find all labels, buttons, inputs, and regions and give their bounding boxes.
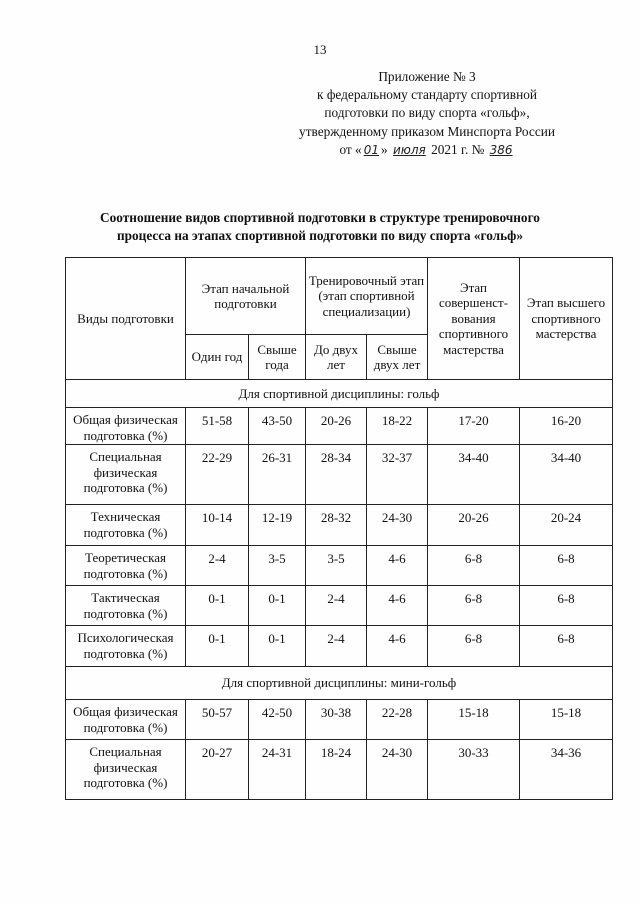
value-cell: 6-8 <box>428 586 520 626</box>
value-cell: 6-8 <box>520 626 613 667</box>
value-cell: 4-6 <box>367 546 428 586</box>
row-label: Специальная физическая подготовка (%) <box>66 740 186 800</box>
value-cell: 22-29 <box>186 445 249 505</box>
appendix-title: Приложение № 3 <box>378 69 476 84</box>
value-cell: 6-8 <box>520 546 613 586</box>
value-cell: 18-24 <box>306 740 367 800</box>
handwritten-number: 386 <box>489 142 513 157</box>
value-cell: 30-38 <box>306 700 367 740</box>
table-body <box>66 380 613 800</box>
value-cell: 0-1 <box>249 586 306 626</box>
value-cell: 0-1 <box>249 626 306 667</box>
value-cell: 51-58 <box>186 408 249 445</box>
date-prefix: от « <box>339 141 362 157</box>
header-up-to-two-years: До двух лет <box>306 335 367 380</box>
header-over-year: Свыше года <box>249 335 306 380</box>
value-cell: 28-32 <box>306 505 367 546</box>
table-row <box>66 546 613 586</box>
section-title: Для спортивной дисциплины: мини-гольф <box>66 667 613 700</box>
section-row <box>66 380 613 408</box>
value-cell: 18-22 <box>367 408 428 445</box>
value-cell: 20-27 <box>186 740 249 800</box>
value-cell: 22-28 <box>367 700 428 740</box>
table-row <box>66 626 613 667</box>
table-row <box>66 740 613 800</box>
title-line: Соотношение видов спортивной подготовки в структуре тренировочного <box>100 210 540 225</box>
value-cell: 6-8 <box>428 626 520 667</box>
page-number: 13 <box>313 42 327 57</box>
date-year: 2021 г. № <box>431 141 485 157</box>
handwritten-day: 01 <box>363 142 379 157</box>
header-initial-stage: Этап начальной подготовки <box>186 258 306 335</box>
section-row <box>66 667 613 700</box>
value-cell: 4-6 <box>367 586 428 626</box>
value-cell: 24-31 <box>249 740 306 800</box>
table-row <box>66 445 613 505</box>
row-label: Техническая подготовка (%) <box>66 505 186 546</box>
appendix-header <box>277 68 577 159</box>
value-cell: 50-57 <box>186 700 249 740</box>
row-label: Тактическая подготовка (%) <box>66 586 186 626</box>
value-cell: 17-20 <box>428 408 520 445</box>
value-cell: 6-8 <box>428 546 520 586</box>
value-cell: 0-1 <box>186 626 249 667</box>
table-row <box>66 505 613 546</box>
value-cell: 32-37 <box>367 445 428 505</box>
table-row <box>66 408 613 445</box>
header-types: Виды подготовки <box>66 258 186 380</box>
value-cell: 4-6 <box>367 626 428 667</box>
document-title <box>60 209 580 245</box>
value-cell: 0-1 <box>186 586 249 626</box>
value-cell: 42-50 <box>249 700 306 740</box>
value-cell: 24-30 <box>367 740 428 800</box>
header-training-stage: Тренировочный этап (этап спортивной специализации) <box>306 258 428 335</box>
header-highest-stage: Этап высшего спортивного мастерства <box>520 258 613 380</box>
value-cell: 3-5 <box>306 546 367 586</box>
header-improvement-stage: Этап совершенст-вования спортивного мастерства <box>428 258 520 380</box>
value-cell: 16-20 <box>520 408 613 445</box>
order-date-line <box>277 141 577 159</box>
value-cell: 26-31 <box>249 445 306 505</box>
value-cell: 20-24 <box>520 505 613 546</box>
value-cell: 15-18 <box>428 700 520 740</box>
row-label: Психологическая подготовка (%) <box>66 626 186 667</box>
row-label: Специальная физическая подготовка (%) <box>66 445 186 505</box>
value-cell: 6-8 <box>520 586 613 626</box>
value-cell: 3-5 <box>249 546 306 586</box>
value-cell: 34-36 <box>520 740 613 800</box>
value-cell: 20-26 <box>306 408 367 445</box>
appendix-line: утвержденному приказом Минспорта России <box>299 123 555 139</box>
value-cell: 28-34 <box>306 445 367 505</box>
value-cell: 15-18 <box>520 700 613 740</box>
value-cell: 24-30 <box>367 505 428 546</box>
row-label: Общая физическая подготовка (%) <box>66 700 186 740</box>
header-one-year: Один год <box>186 335 249 380</box>
value-cell: 43-50 <box>249 408 306 445</box>
value-cell: 20-26 <box>428 505 520 546</box>
appendix-line: подготовки по виду спорта «гольф», <box>324 105 530 121</box>
value-cell: 30-33 <box>428 740 520 800</box>
appendix-line: к федеральному стандарту спортивной <box>317 87 537 103</box>
value-cell: 2-4 <box>186 546 249 586</box>
value-cell: 12-19 <box>249 505 306 546</box>
header-over-two-years: Свыше двух лет <box>367 335 428 380</box>
value-cell: 34-40 <box>428 445 520 505</box>
training-ratio-table <box>65 257 613 800</box>
row-label: Общая физическая подготовка (%) <box>66 408 186 445</box>
value-cell: 2-4 <box>306 586 367 626</box>
value-cell: 2-4 <box>306 626 367 667</box>
table-row <box>66 586 613 626</box>
value-cell: 34-40 <box>520 445 613 505</box>
date-mid: » <box>380 141 388 157</box>
section-title: Для спортивной дисциплины: гольф <box>66 380 613 408</box>
table-row <box>66 700 613 740</box>
title-line: процесса на этапах спортивной подготовки по виду спорта «гольф» <box>116 228 524 243</box>
value-cell: 10-14 <box>186 505 249 546</box>
handwritten-month: июля <box>392 142 426 157</box>
row-label: Теоретическая подготовка (%) <box>66 546 186 586</box>
